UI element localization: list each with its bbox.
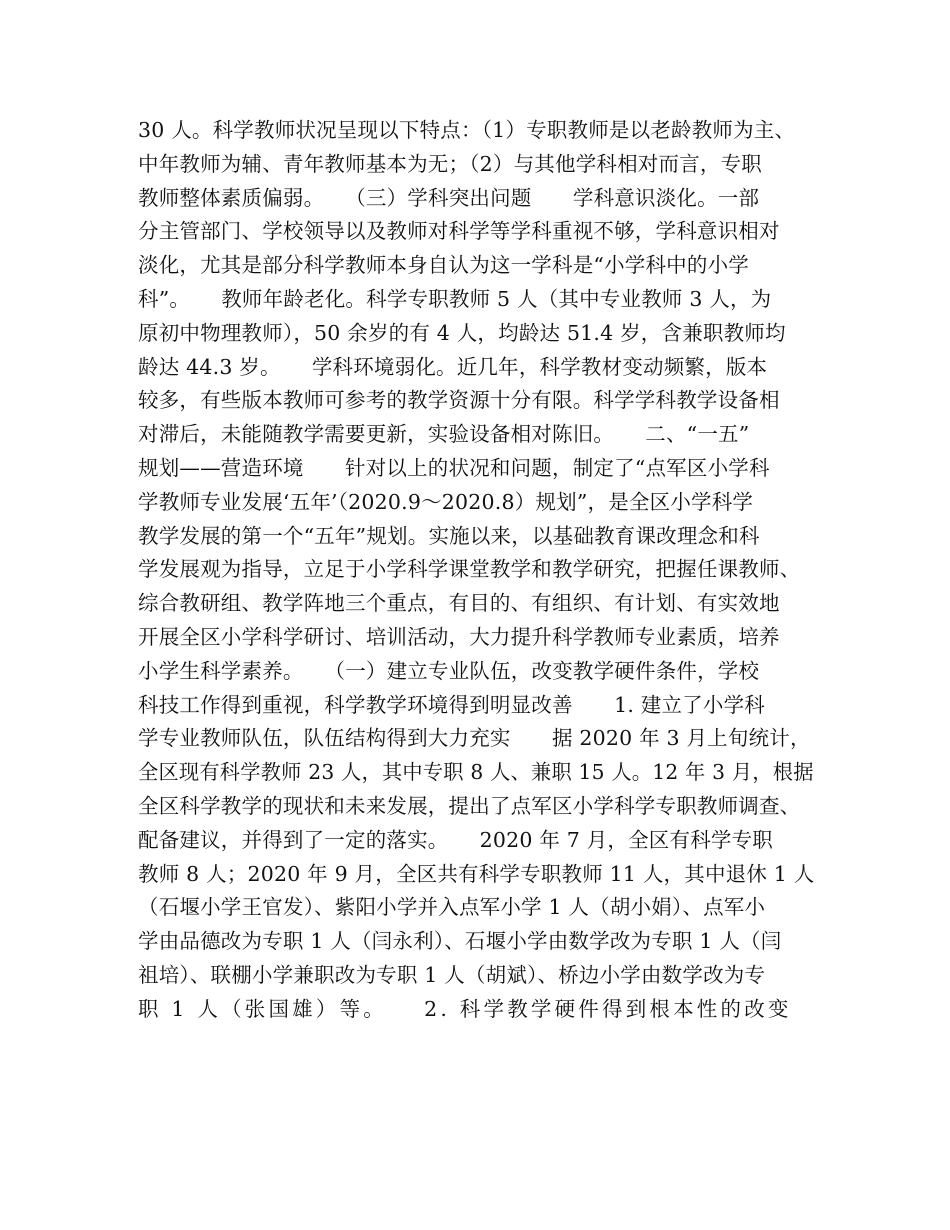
text-line: 教师整体素质偏弱。 （三）学科突出问题 学科意识淡化。一部 xyxy=(138,185,760,210)
body-text xyxy=(138,114,818,1027)
text-line: 学发展观为指导，立足于小学科学课堂教学和教学研究，把握任课教师、 xyxy=(138,557,801,582)
text-line: 全区现有科学教师 23 人，其中专职 8 人、兼职 15 人。12 年 3 月，根据 xyxy=(138,760,814,785)
text-line: 中年教师为辅、青年教师基本为无；（2）与其他学科相对而言，专职 xyxy=(138,151,762,176)
text-line: 科”。 教师年龄老化。科学专职教师 5 人（其中专业教师 3 人，为 xyxy=(138,286,772,311)
text-line: 规划——营造环境 针对以上的状况和问题，制定了“点军区小学科 xyxy=(138,455,770,480)
text-line: 开展全区小学科学研讨、培训活动，大力提升科学教师专业素质，培养 xyxy=(138,624,780,649)
text-line: （石堰小学王官发）、紫阳小学并入点军小学 1 人（胡小娟）、点军小 xyxy=(138,895,766,920)
text-line: 科技工作得到重视，科学教学环境得到明显改善 1. 建立了小学科 xyxy=(138,692,765,717)
text-line: 小学生科学素养。 （一）建立专业队伍，改变教学硬件条件，学校 xyxy=(138,658,760,683)
text-line: 对滞后，未能随教学需要更新，实验设备相对陈旧。 二、“一五” xyxy=(138,422,750,447)
text-line: 淡化，尤其是部分科学教师本身自认为这一学科是“小学科中的小学 xyxy=(138,253,749,278)
text-line: 祖培）、联棚小学兼职改为专职 1 人（胡斌）、桥边小学由数学改为专 xyxy=(138,962,766,987)
text-line: 较多，有些版本教师可参考的教学资源十分有限。科学学科教学设备相 xyxy=(138,388,780,413)
text-line: 教师 8 人；2020 年 9 月，全区共有科学专职教师 11 人，其中退休 1 人 xyxy=(138,861,815,886)
text-line: 教学发展的第一个“五年”规划。实施以来，以基础教育课改理念和科 xyxy=(138,523,760,548)
text-line: 职 1 人（张国雄）等。 2. 科学教学硬件得到根本性的改变 xyxy=(138,996,792,1021)
text-line: 配备建议，并得到了一定的落实。 2020 年 7 月，全区有科学专职 xyxy=(138,827,774,852)
text-line: 龄达 44.3 岁。 学科环境弱化。近几年，科学教材变动频繁，版本 xyxy=(138,354,768,379)
text-line: 学专业教师队伍，队伍结构得到大力充实 据 2020 年 3 月上旬统计， xyxy=(138,726,811,751)
text-line: 分主管部门、学校领导以及教师对科学等学科重视不够，学科意识相对 xyxy=(138,219,780,244)
text-line: 综合教研组、教学阵地三个重点，有目的、有组织、有计划、有实效地 xyxy=(138,591,780,616)
text-line: 全区科学教学的现状和未来发展，提出了点军区小学科学专职教师调查、 xyxy=(138,793,801,818)
text-line: 30 人。科学教师状况呈现以下特点：（1）专职教师是以老龄教师为主、 xyxy=(138,118,796,142)
text-line: 学教师专业发展‘五年’（2020.9～2020.8）规划”，是全区小学科学 xyxy=(138,489,754,514)
text-line: 原初中物理教师），50 余岁的有 4 人，均龄达 51.4 岁，含兼职教师均 xyxy=(138,320,786,345)
text-line: 学由品德改为专职 1 人（闫永利）、石堰小学由数学改为专职 1 人（闫 xyxy=(138,929,782,954)
